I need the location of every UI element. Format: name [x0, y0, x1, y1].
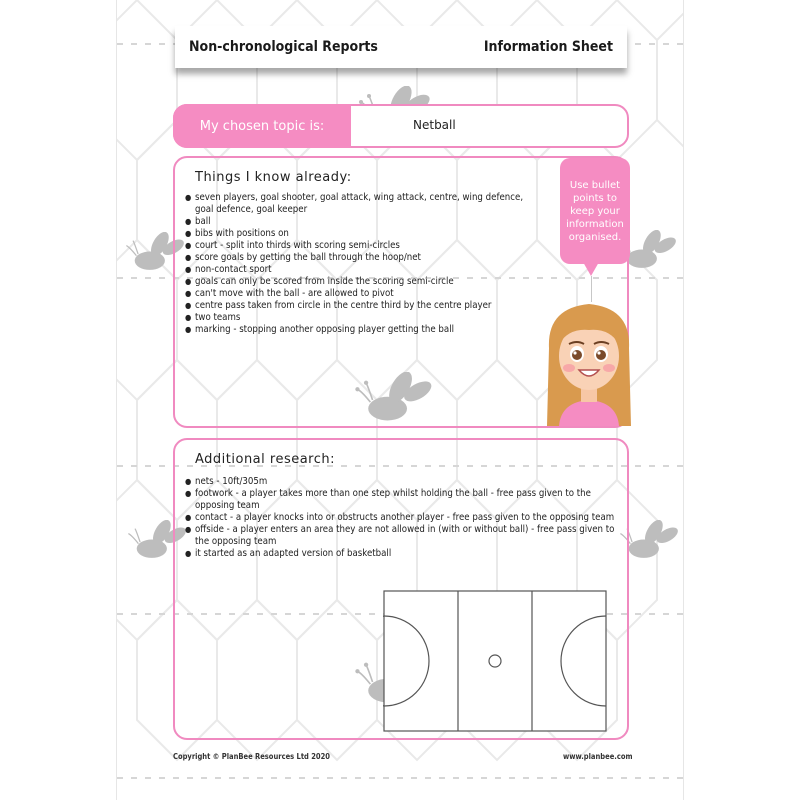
- list-item: ● footwork - a player takes more than one step whilst holding the ball - free pass given to the opposing team: [185, 488, 615, 512]
- topic-label: My chosen topic is:: [173, 104, 351, 148]
- list-item: ● it started as an adapted version of basketball: [185, 548, 615, 560]
- research-heading: Additional research:: [195, 452, 336, 467]
- research-list: [185, 476, 615, 560]
- website-text: www.planbee.com: [563, 752, 633, 761]
- tip-bubble-text: Use bullet points to keep your information organised.: [566, 179, 624, 243]
- list-item: ● non-contact sport: [185, 264, 525, 276]
- copyright-text: Copyright © PlanBee Resources Ltd 2020: [173, 752, 331, 761]
- topic-value: Netball: [413, 118, 456, 132]
- list-item: ● ball: [185, 216, 525, 228]
- list-item: ● can't move with the ball - are allowed to pivot: [185, 288, 525, 300]
- topic-box: [173, 104, 629, 148]
- know-already-heading: Things I know already:: [195, 170, 352, 185]
- list-item: ● seven players, goal shooter, goal attack, wing attack, centre, wing defence, goal defence, goal keeper: [185, 192, 525, 216]
- list-item: ● score goals by getting the ball through the hoop/net: [185, 252, 525, 264]
- title-bar: [175, 26, 627, 68]
- list-item: ● two teams: [185, 312, 525, 324]
- girl-illustration: [539, 298, 639, 426]
- list-item: ● nets - 10ft/305m: [185, 476, 615, 488]
- list-item: ● bibs with positions on: [185, 228, 525, 240]
- tip-bubble: [560, 158, 630, 264]
- worksheet-page: [116, 0, 684, 800]
- list-item: ● goals can only be scored from inside the scoring semi-circle: [185, 276, 525, 288]
- tip-bubble-tail: [583, 262, 599, 276]
- netball-court-diagram: [383, 590, 607, 732]
- list-item: ● offside - a player enters an area they are not allowed in (with or without ball) - free pass given to the opposing team: [185, 524, 615, 548]
- worksheet-title: Non-chronological Reports: [189, 39, 378, 55]
- list-item: ● court - split into thirds with scoring semi-circles: [185, 240, 525, 252]
- list-item: ● marking - stopping another opposing player getting the ball: [185, 324, 525, 336]
- worksheet-subtitle: Information Sheet: [483, 39, 613, 55]
- know-already-list: [185, 192, 525, 336]
- list-item: ● contact - a player knocks into or obstructs another player - free pass given to the opposing team: [185, 512, 615, 524]
- list-item: ● centre pass taken from circle in the centre third by the centre player: [185, 300, 525, 312]
